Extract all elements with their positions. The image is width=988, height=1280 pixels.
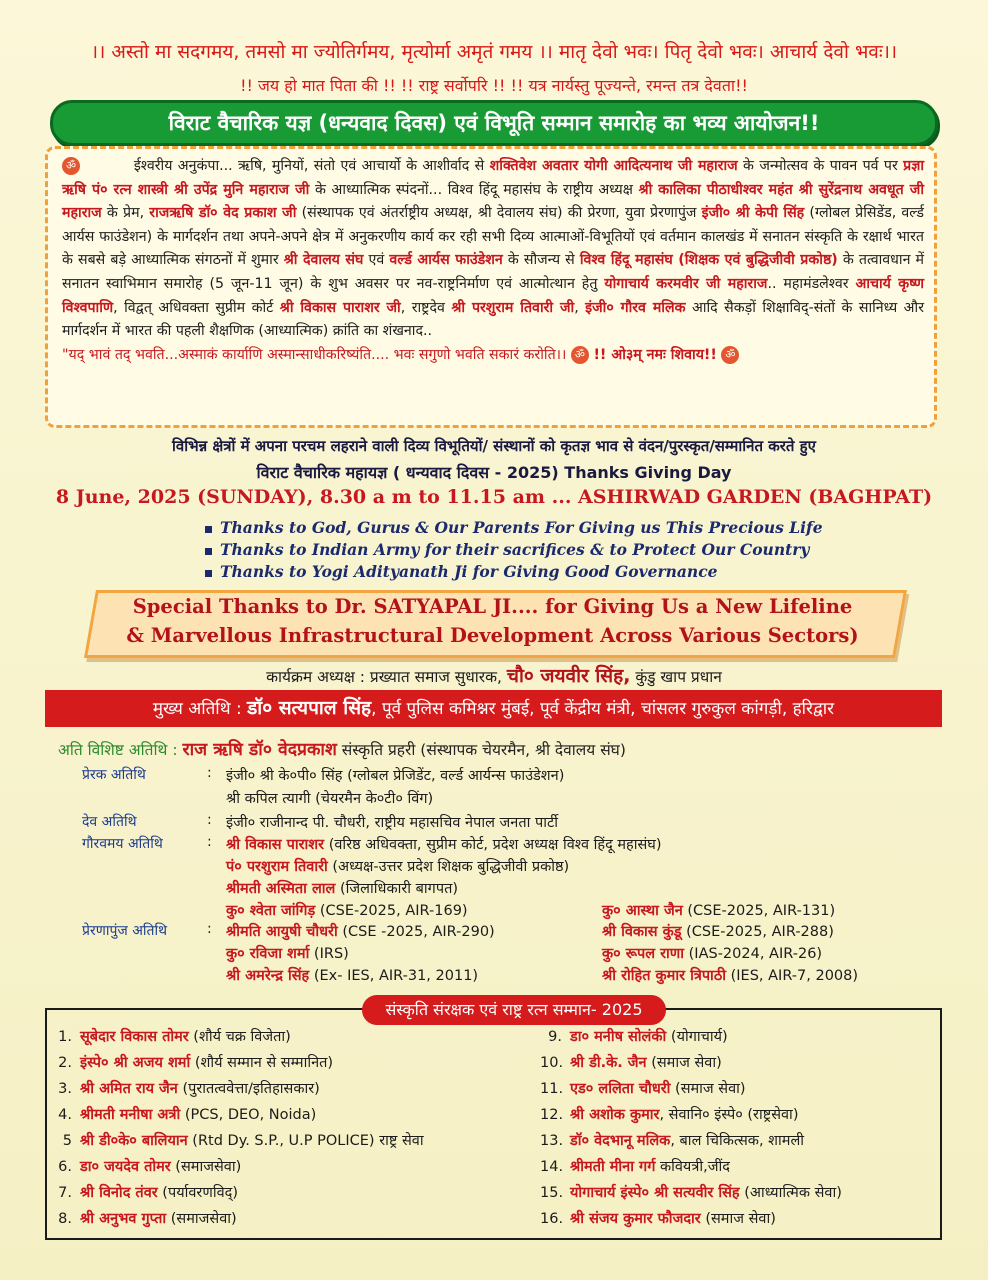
guest-name: श्री रोहित कुमार त्रिपाठी xyxy=(602,968,726,984)
award-number: 5 xyxy=(62,1133,72,1149)
award-item xyxy=(540,1130,804,1150)
award-role: (पर्यावरणविद्) xyxy=(157,1185,239,1201)
award-item xyxy=(540,1078,746,1098)
award-number: 10. xyxy=(540,1055,564,1071)
guest-role: (IRS) xyxy=(309,946,349,962)
om-icon: ॐ xyxy=(62,157,80,175)
award-number: 6. xyxy=(58,1159,72,1175)
award-name: श्री अनुभव गुप्ता xyxy=(80,1211,167,1227)
guest-entry: श्री कपिल त्यागी (चेयरमैन के०टी० विंग) xyxy=(226,791,434,807)
guest-name: कु० श्वेता जांगिड़ xyxy=(226,903,316,919)
intro-highlight: प्रज्ञा ऋषि पं० रत्न शास्त्री श्री उपेंद्र मुनि महाराज जी xyxy=(62,158,924,198)
guest-name: श्री विकास कुंडू xyxy=(602,924,682,940)
intro-text: , xyxy=(574,299,586,316)
award-item xyxy=(540,1182,842,1202)
sanskrit-quote: "यद् भावं तद् भवति...अस्माकं कार्याणि अस्मान्साधीकरिष्यंति.... भवः सगुणो भवति सकारं करोति।। xyxy=(62,346,567,363)
om-icon: ॐ xyxy=(571,346,589,364)
award-name: डा० मनीष सोलंकी xyxy=(570,1029,667,1045)
intro-highlight: शक्तिवेश अवतार योगी आदित्यनाथ जी महाराज xyxy=(489,158,738,174)
guest-entry xyxy=(226,856,569,876)
colon: : xyxy=(207,765,212,781)
program-president-role: कुंडु खाप प्रधान xyxy=(630,668,722,686)
award-name: एड० ललिता चौधरी xyxy=(570,1081,671,1097)
award-role: (समाज सेवा) xyxy=(700,1211,776,1227)
intro-text: के सौजन्य से xyxy=(502,252,580,269)
award-number: 1. xyxy=(58,1029,72,1045)
intro-text: के तत्वावधान में सनातन स्वाभिमान समारोह (5 जून-11 जून) के शुभ अवसर पर नव-राष्ट्रनिर्माण एवं आत्मोत्थान हेतु xyxy=(62,252,925,292)
award-role: कवियत्री,जींद xyxy=(655,1159,730,1175)
intro-highlight: श्री परशुराम तिवारी जी xyxy=(451,299,575,316)
award-item xyxy=(50,1104,316,1124)
mantra-line-1: ।। अस्तो मा सदगमय, तमसो मा ज्योतिर्गमय, मृत्योर्मा अमृतं गमय ।। मातृ देवो भवः। पितृ देवो भवः। आचार्य देवो भवः।। xyxy=(90,41,898,63)
intro-text: के प्रेम, xyxy=(101,205,150,222)
guest-name: श्रीमती अस्मिता लाल xyxy=(226,881,336,897)
award-item xyxy=(50,1130,424,1150)
award-item xyxy=(50,1026,291,1046)
intro-text: एवं xyxy=(363,252,390,269)
award-item xyxy=(540,1156,730,1176)
guest-entry: इंजी० श्री के०पी० सिंह (ग्लोबल प्रेजिडेंट, वर्ल्ड आर्यन्स फाउंडेशन) xyxy=(226,768,565,784)
guest-role: (CSE-2025, AIR-288) xyxy=(681,924,834,940)
award-number: 7. xyxy=(58,1185,72,1201)
award-name: इंस्पे० श्री अजय शर्मा xyxy=(80,1055,191,1071)
intro-text: (ग्लोबल प्रेसिडेंड, वर्ल्ड आर्यस फाउंडेशन) के मार्गदर्शन तथा अपने-अपने क्षेत्र में अनुकरणीय कार्य कर रही सभी दिव्य आत्माओं-विभूतियों एवं वर्तमान कालखंड में सनातन संस्कृति के रक्षार्थ भारत के सबसे बड़े आध्यात्मिक संगठनों में शुमार xyxy=(62,205,924,269)
guest-name: कु० आस्था जैन xyxy=(602,903,683,919)
award-name: डा० जयदेव तोमर xyxy=(80,1159,171,1175)
guest-entry xyxy=(602,921,834,941)
award-item xyxy=(50,1182,238,1202)
om-namah-shivay: !! ओ३म् नमः शिवाय!! xyxy=(593,346,717,363)
award-item xyxy=(540,1208,776,1228)
award-role: (PCS, DEO, Noida) xyxy=(180,1107,317,1123)
colon: : xyxy=(207,812,212,828)
award-number: 13. xyxy=(540,1133,564,1149)
award-number: 11. xyxy=(540,1081,564,1097)
thanks-item xyxy=(205,518,823,537)
intro-highlight: योगाचार्य करमवीर जी महाराज xyxy=(604,275,768,292)
guest-name: कु० रविजा शर्मा xyxy=(226,946,310,962)
award-role: , सेवानि० इंस्पे० (राष्ट्रसेवा) xyxy=(659,1107,799,1123)
award-role: (पुरातत्ववेत्ता/इतिहासकार) xyxy=(177,1081,320,1097)
chief-guest-role: , पूर्व पुलिस कमिश्नर मुंबई, पूर्व केंद्रीय मंत्री, चांसलर गुरुकुल कांगड़ी, हरिद्वार xyxy=(371,699,835,719)
guest-role: (IAS-2024, AIR-26) xyxy=(684,946,823,962)
intro-text: .. महामंडलेश्वर xyxy=(767,275,856,292)
award-number: 3. xyxy=(58,1081,72,1097)
intro-highlight: श्री देवालय संघ xyxy=(283,252,364,269)
program-president-label: कार्यक्रम अध्यक्ष : प्रख्यात समाज सुधारक, xyxy=(266,668,507,686)
intro-paragraph-box xyxy=(45,146,937,428)
vsg-role: संस्कृति प्रहरी (संस्थापक चेयरमैन, श्री देवालय संघ) xyxy=(336,741,626,759)
award-name: श्री विनोद तंवर xyxy=(80,1185,158,1201)
guest-role: (अध्यक्ष-उत्तर प्रदेश शिक्षक बुद्धिजीवी प्रकोष्ठ) xyxy=(327,859,570,875)
guest-name: श्रीमति आयुषी चौधरी xyxy=(226,924,338,940)
program-president xyxy=(0,662,988,688)
award-name: श्री अमित राय जैन xyxy=(80,1081,178,1097)
mantra-line-2: !! जय हो मात पिता की !! !! राष्ट्र सर्वोपरि !! !! यत्र नार्यस्तु पूज्यन्ते, रमन्त तत्र देवता!! xyxy=(240,76,748,95)
thanks-item xyxy=(205,540,809,559)
guest-role: (जिलाधिकारी बागपत) xyxy=(335,881,458,897)
guest-role: (वरिष्ठ अधिवक्ता, सुप्रीम कोर्ट, प्रदेश अध्यक्ष विश्व हिंदू महासंघ) xyxy=(324,837,662,853)
award-role: (समाज सेवा) xyxy=(646,1055,722,1071)
award-number: 2. xyxy=(58,1055,72,1071)
om-icon: ॐ xyxy=(721,346,739,364)
colon: : xyxy=(207,921,212,937)
vsg-label: अति विशिष्ट अतिथि : xyxy=(58,741,183,759)
intro-text: ईश्वरीय अनुकंपा... ऋषि, मुनियों, संतो एवं आचार्यो के आशीर्वाद से xyxy=(133,158,490,174)
event-subtitle-line-2: विराट वैचारिक महायज्ञ ( धन्यवाद दिवस - 2025) Thanks Giving Day xyxy=(256,463,732,482)
intro-highlight: इंजी० श्री केपी सिंह xyxy=(701,205,805,222)
award-name: श्री संजय कुमार फौजदार xyxy=(570,1211,701,1227)
award-name: श्री डी०के० बालियान xyxy=(80,1133,188,1149)
award-role: (Rtd Dy. S.P., U.P POLICE) राष्ट्र सेवा xyxy=(187,1133,424,1149)
award-role: (समाजसेवा) xyxy=(166,1211,237,1227)
award-number: 4. xyxy=(58,1107,72,1123)
thanks-text: Thanks to Yogi Adityanath Ji for Giving Good Governance xyxy=(220,562,718,581)
awards-title: संस्कृति संरक्षक एवं राष्ट्र रत्न सम्मान- 2025 xyxy=(362,995,666,1025)
intro-text: , विद्वत् अधिवक्ता सुप्रीम कोर्ट xyxy=(113,299,280,316)
intro-text: , राष्ट्रदेव xyxy=(400,299,452,316)
special-thanks-text xyxy=(90,592,895,650)
event-date-venue: 8 June, 2025 (SUNDAY), 8.30 a m to 11.15 am ... ASHIRWAD GARDEN (BAGHPAT) xyxy=(55,486,933,508)
award-name: श्री अशोक कुमार xyxy=(570,1107,660,1123)
award-item xyxy=(50,1156,241,1176)
award-number: 16. xyxy=(540,1211,564,1227)
award-item xyxy=(50,1078,320,1098)
award-role: (योगाचार्य) xyxy=(666,1029,728,1045)
intro-text: (संस्थापक एवं अंतर्राष्ट्रीय अध्यक्ष, श्री देवालय संघ) की प्रेरणा, युवा प्रेरणापुंज xyxy=(296,205,702,222)
intro-text: के आध्यात्मिक स्पंदनों... विश्व हिंदू महासंघ के राष्ट्रीय अध्यक्ष xyxy=(309,181,639,198)
intro-highlight: श्री विकास पाराशर जी xyxy=(279,299,401,316)
award-number: 15. xyxy=(540,1185,564,1201)
guest-entry xyxy=(602,965,858,985)
guest-entry xyxy=(226,921,495,941)
award-role: (शौर्य सम्मान से सम्मानित) xyxy=(190,1055,334,1071)
special-thanks-box xyxy=(90,590,895,652)
guest-entry xyxy=(602,900,835,920)
prerak-guest-label: प्रेरक अतिथि xyxy=(82,767,146,783)
award-item xyxy=(50,1208,237,1228)
event-subtitle-line-1: विभिन्न क्षेत्रों में अपना परचम लहराने वाली दिव्य विभूतियों/ संस्थानों को कृतज्ञ भाव से वंदन/पुरस्कृत/सम्मानित करते हुए xyxy=(172,437,816,455)
thanks-item xyxy=(205,562,718,581)
guest-role: (CSE -2025, AIR-290) xyxy=(337,924,495,940)
guest-entry xyxy=(226,834,662,854)
intro-highlight: इंजी० गौरव मलिक xyxy=(585,299,686,316)
award-number: 9. xyxy=(548,1029,562,1045)
chief-guest-bar xyxy=(45,690,942,727)
award-item xyxy=(540,1104,798,1124)
guest-entry xyxy=(226,900,468,920)
guest-role: (IES, AIR-7, 2008) xyxy=(726,968,859,984)
thanks-text: Thanks to Indian Army for their sacrifices & to Protect Our Country xyxy=(220,540,810,559)
award-name: योगाचार्य इंस्पे० श्री सत्यवीर सिंह xyxy=(570,1185,740,1201)
award-name: श्रीमती मीना गर्ग xyxy=(570,1159,656,1175)
prerna-guest-label: प्रेरणापुंज अतिथि xyxy=(82,923,168,939)
award-item xyxy=(50,1052,333,1072)
intro-text: आदि सैकड़ों शिक्षाविद्-संतों के सानिध्य और मार्गदर्शन में भारत की पहली शैक्षणिक (आध्यात्मिक) क्रांति का शंखनाद.. xyxy=(62,299,925,340)
award-number: 14. xyxy=(540,1159,564,1175)
intro-highlight: विश्व हिंदू महासंघ (शिक्षक एवं बुद्धिजीवी प्रकोष्ठ) xyxy=(579,252,838,269)
guest-name: श्री अमरेन्द्र सिंह xyxy=(226,968,310,984)
program-president-name: चौ० जयवीर सिंह, xyxy=(506,665,631,687)
very-special-guest xyxy=(58,737,626,761)
bullet-icon xyxy=(205,570,212,577)
award-role: (समाजसेवा) xyxy=(170,1159,242,1175)
guest-name: पं० परशुराम तिवारी xyxy=(226,859,328,875)
guest-entry xyxy=(226,943,349,963)
intro-text: के जन्मोत्सव के पावन पर्व पर xyxy=(737,158,904,174)
award-name: श्री डी.के. जैन xyxy=(570,1055,647,1071)
award-name: सूबेदार विकास तोमर xyxy=(80,1029,189,1045)
guest-role: (Ex- IES, AIR-31, 2011) xyxy=(309,968,479,984)
award-role: (समाज सेवा) xyxy=(670,1081,746,1097)
award-name: श्रीमती मनीषा अत्री xyxy=(80,1107,181,1123)
intro-highlight: राजऋषि डॉ० वेद प्रकाश जी xyxy=(149,205,297,222)
guest-entry xyxy=(602,943,822,963)
award-item xyxy=(540,1052,722,1072)
thanks-text: Thanks to God, Gurus & Our Parents For Giving us This Precious Life xyxy=(220,518,823,537)
award-number: 12. xyxy=(540,1107,564,1123)
chief-guest-name: डॉ० सत्यपाल सिंह xyxy=(247,697,372,719)
guest-entry: इंजी० राजीनान्द पी. चौधरी, राष्ट्रीय महासचिव नेपाल जनता पार्टी xyxy=(226,815,559,831)
dev-guest-label: देव अतिथि xyxy=(82,814,137,830)
award-role: (शौर्य चक्र विजेता) xyxy=(188,1029,291,1045)
intro-highlight: वर्ल्ड आर्यस फाउंडेशन xyxy=(389,252,503,269)
special-thanks-line-1: Special Thanks to Dr. SATYAPAL JI.... for Giving Us a New Lifeline xyxy=(132,595,853,618)
special-thanks-line-2: & Marvellous Infrastructural Development Across Various Sectors) xyxy=(126,624,859,647)
guest-role: (CSE-2025, AIR-169) xyxy=(315,903,468,919)
bullet-icon xyxy=(205,548,212,555)
event-title-banner: विराट वैचारिक यज्ञ (धन्यवाद दिवस) एवं विभूति सम्मान समारोह का भव्य आयोजन!! xyxy=(50,100,938,146)
vsg-name: राज ऋषि डॉ० वेदप्रकाश xyxy=(182,740,337,760)
chief-guest-label: मुख्य अतिथि : xyxy=(152,699,248,719)
guest-entry xyxy=(226,965,478,985)
award-name: डॉ० वेदभानू मलिक xyxy=(570,1133,671,1149)
bullet-icon xyxy=(205,526,212,533)
award-item xyxy=(540,1026,728,1046)
guest-name: श्री विकास पाराशर xyxy=(226,837,325,853)
guest-role: (CSE-2025, AIR-131) xyxy=(682,903,836,919)
intro-highlight: श्री कालिका पीठाधीश्वर महंत श्री सुरेंद्रनाथ अवधूत जी महाराज xyxy=(62,181,924,222)
intro-highlight: आचार्य कृष्ण विश्वपाणि xyxy=(62,275,924,316)
award-role: (आध्यात्मिक सेवा) xyxy=(739,1185,842,1201)
guest-name: कु० रूपल राणा xyxy=(602,946,685,962)
gaurav-guest-label: गौरवमय अतिथि xyxy=(82,836,163,852)
award-number: 8. xyxy=(58,1211,72,1227)
award-role: , बाल चिकित्सक, शामली xyxy=(670,1133,805,1149)
colon: : xyxy=(207,834,212,850)
guest-entry xyxy=(226,878,458,898)
